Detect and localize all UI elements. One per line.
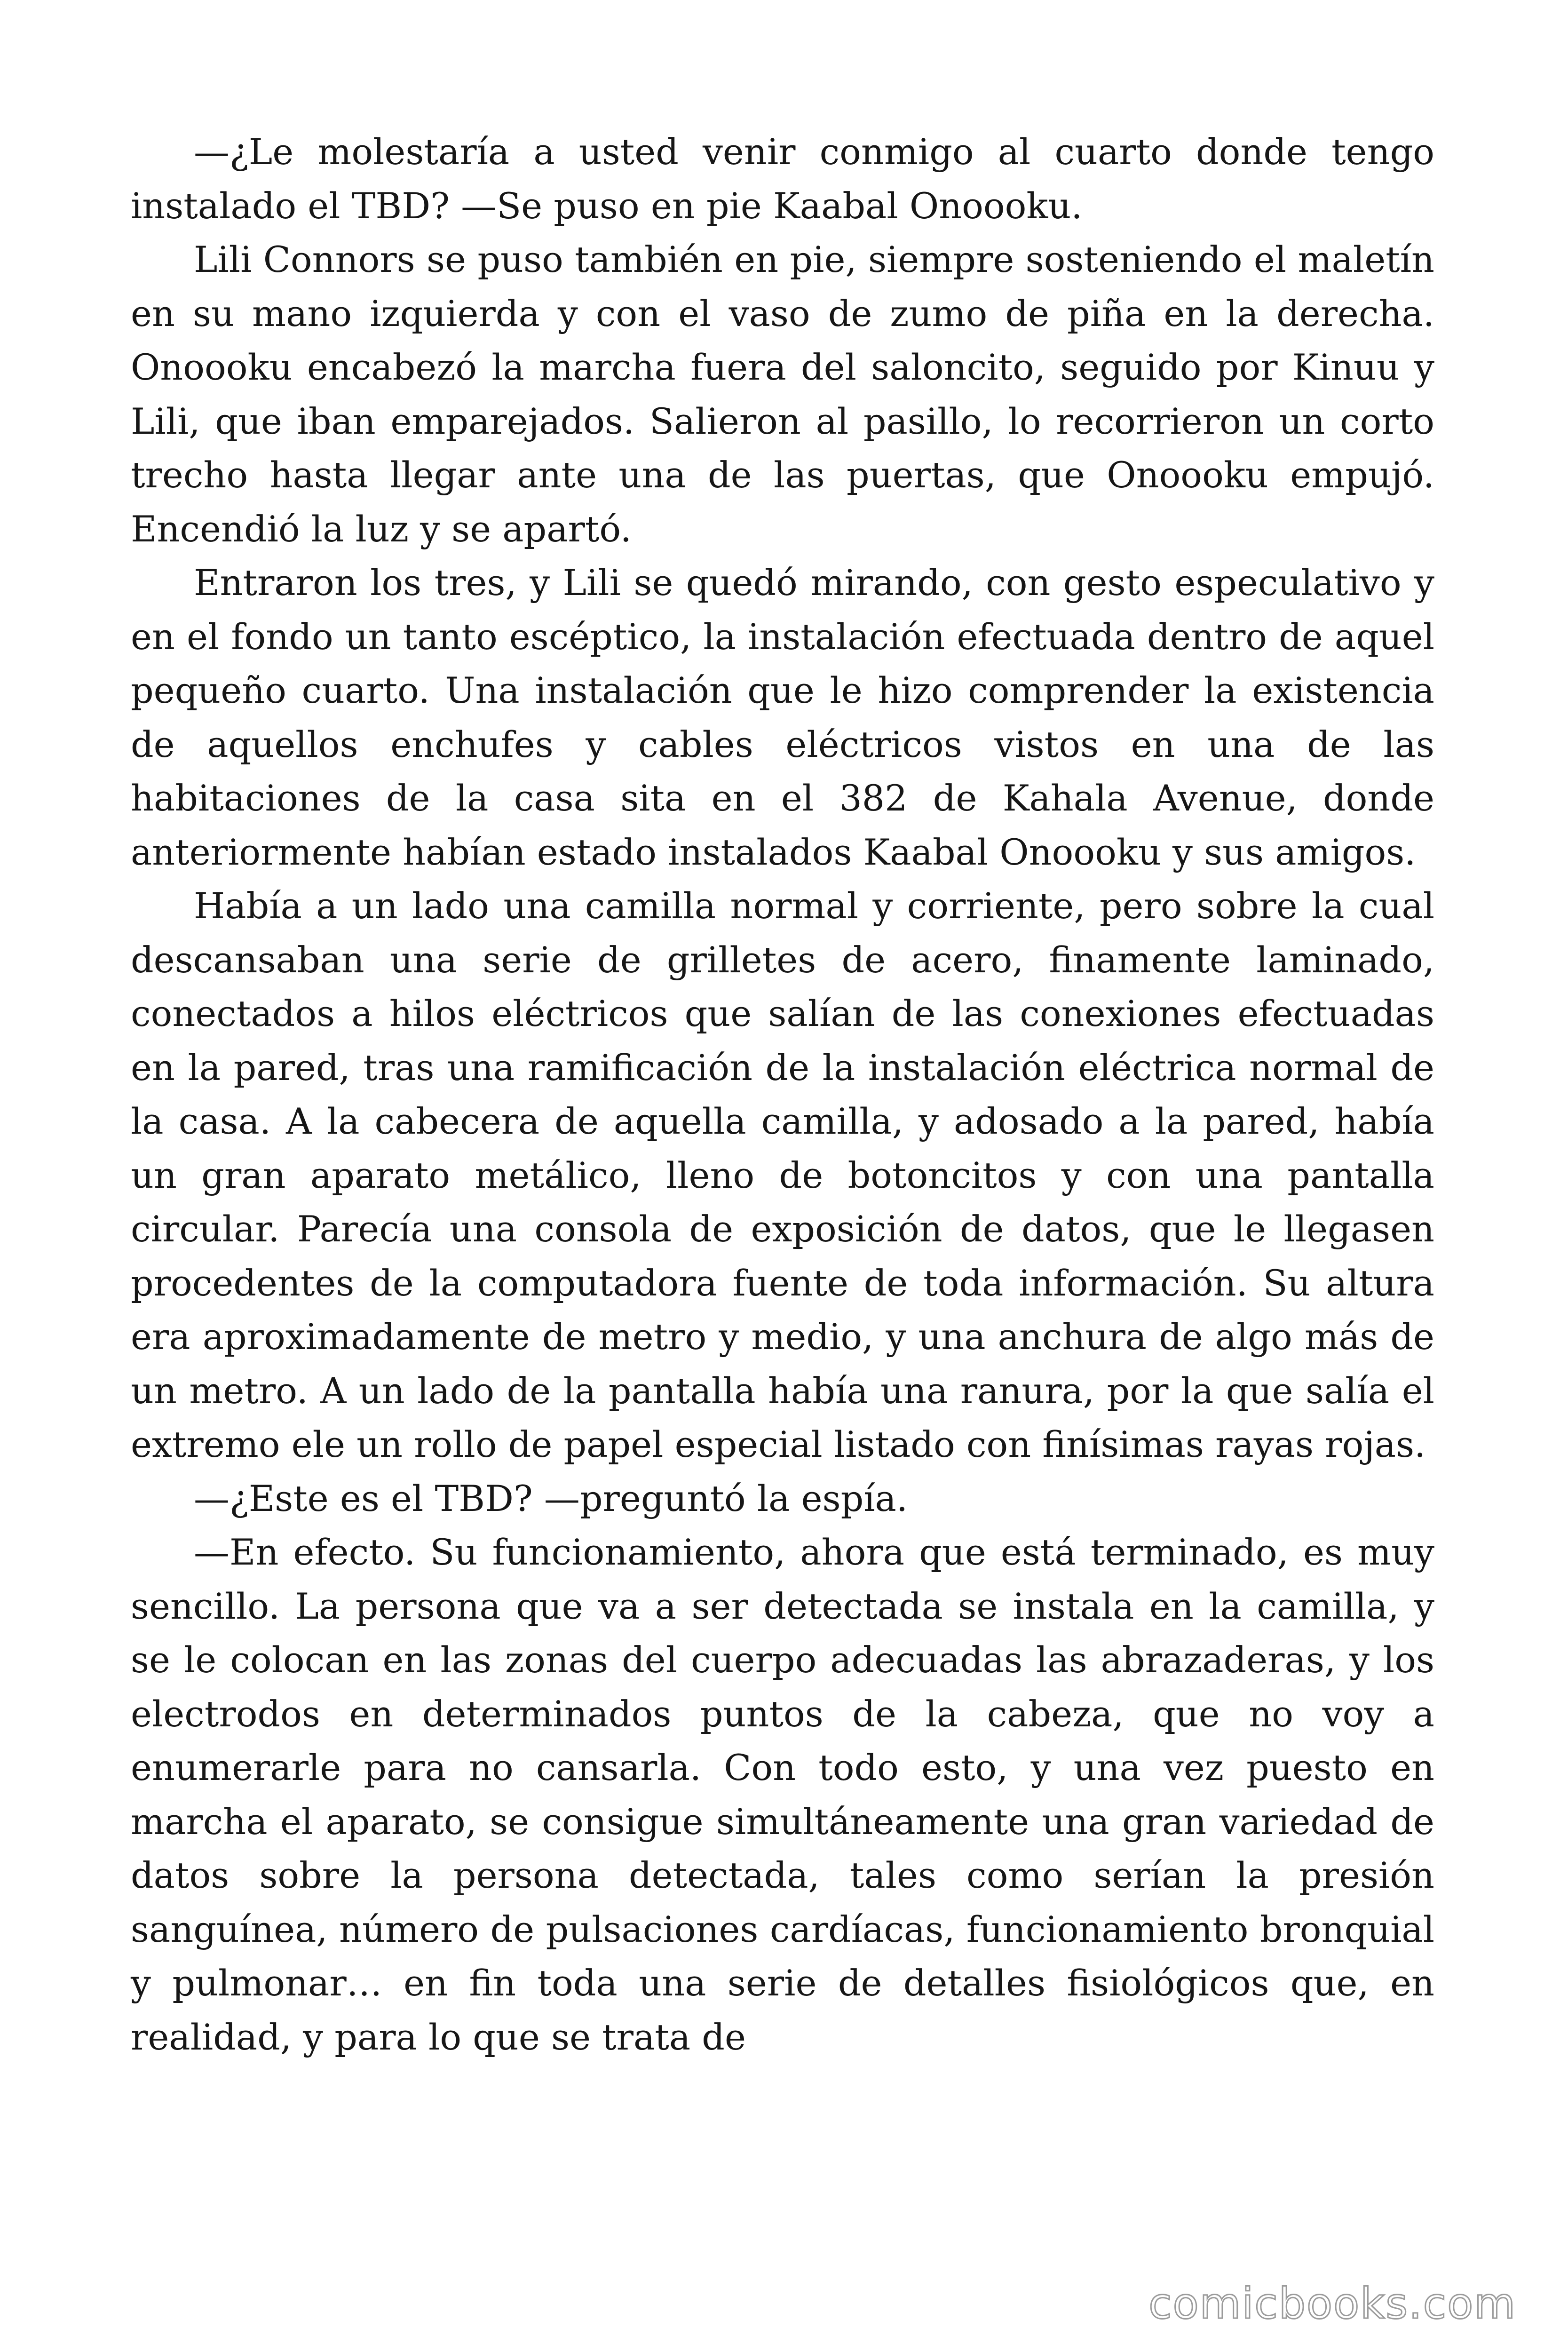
page-text [131,125,1434,2064]
paragraph-6: —En efecto. Su funcionamiento, ahora que está terminado, es muy sencillo. La persona que va a ser detectada se instala en la camilla, y se le colocan en las zonas del cuerpo adecuadas las abrazaderas, y los electrodos en determinados puntos de la cabeza, que no voy a enumerarle para no cansarla. Con todo esto, y una vez puesto en marcha el aparato, se consigue simultáneamente una gran variedad de datos sobre la persona detectada, tales como serían la presión sanguínea, número de pulsaciones cardíacas, funcionamiento bronquial y pulmonar… en fin toda una serie de detalles fisiológicos que, en realidad, y para lo que se trata de [131,1531,1434,2058]
paragraph-3: Entraron los tres, y Lili se quedó mirando, con gesto especulativo y en el fondo un tanto escéptico, la instalación efectuada dentro de aquel pequeño cuarto. Una instalación que le hizo comprender la existencia de aquellos enchufes y cables eléctricos vistos en una de las habitaciones de la casa sita en el 382 de Kahala Avenue, donde anteriormente habían estado instalados Kaabal Onoooku y sus amigos. [131,562,1434,873]
watermark: comicbooks.com [1148,2279,1516,2328]
paragraph-1: —¿Le molestaría a usted venir conmigo al cuarto donde tengo instalado el TBD? —Se puso en pie Kaabal Onoooku. [131,131,1434,227]
paragraph-4: Había a un lado una camilla normal y corriente, pero sobre la cual descansaban una serie de grilletes de acero, finamente laminado, conectados a hilos eléctricos que salían de las conexiones efectuadas en la pared, tras una ramificación de la instalación eléctrica normal de la casa. A la cabecera de aquella camilla, y adosado a la pared, había un gran aparato metálico, lleno de botoncitos y con una pantalla circular. Parecía una consola de exposición de datos, que le llegasen procedentes de la computadora fuente de toda información. Su altura era aproximadamente de metro y medio, y una anchura de algo más de un metro. A un lado de la pantalla había una ranura, por la que salía el extremo ele un rollo de papel especial listado con finísimas rayas rojas. [131,885,1434,1465]
paragraph-5: —¿Este es el TBD? —preguntó la espía. [194,1477,908,1519]
paragraph-2: Lili Connors se puso también en pie, siempre sosteniendo el maletín en su mano izquierda y con el vaso de zumo de piña en la derecha. Onoooku encabezó la marcha fuera del saloncito, seguido por Kinuu y Lili, que iban emparejados. Salieron al pasillo, lo recorrieron un corto trecho hasta llegar ante una de las puertas, que Onoooku empujó. Encendió la luz y se apartó. [131,238,1434,550]
